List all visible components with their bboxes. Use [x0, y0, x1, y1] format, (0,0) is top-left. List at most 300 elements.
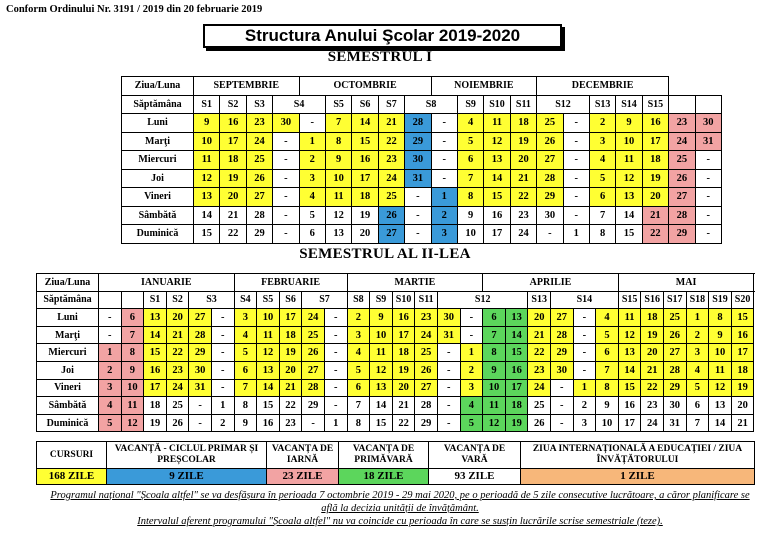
- legend-label: VACANȚĂ - CICLUL PRIMAR ȘI PREȘCOLAR: [107, 442, 267, 469]
- date-cell: 7: [457, 169, 483, 188]
- day-label: Miercuri: [37, 344, 99, 362]
- date-cell: -: [189, 414, 212, 432]
- date-cell: 13: [618, 344, 641, 362]
- date-cell: 20: [642, 188, 668, 207]
- date-cell: 21: [528, 326, 551, 344]
- date-cell: 26: [166, 414, 189, 432]
- date-cell: 1: [211, 397, 234, 415]
- date-cell: 30: [189, 361, 212, 379]
- date-cell: 29: [405, 132, 431, 151]
- date-cell: 30: [405, 151, 431, 170]
- date-cell: 11: [616, 151, 642, 170]
- date-cell: -: [437, 379, 460, 397]
- date-cell: 14: [616, 206, 642, 225]
- table-row: [37, 326, 754, 344]
- legend-value: 1 ZILE: [521, 469, 755, 485]
- date-cell: 7: [347, 397, 370, 415]
- date-cell: 4: [299, 188, 325, 207]
- date-cell: 17: [731, 344, 754, 362]
- date-cell: 24: [510, 225, 536, 244]
- week-header: S15: [642, 95, 668, 114]
- date-cell: 13: [194, 188, 220, 207]
- date-cell: 5: [460, 414, 483, 432]
- date-cell: 7: [589, 206, 615, 225]
- date-cell: 12: [709, 379, 732, 397]
- week-header: S3: [246, 95, 272, 114]
- date-cell: 26: [415, 361, 438, 379]
- day-label: Vineri: [122, 188, 194, 207]
- date-cell: 19: [220, 169, 246, 188]
- week-header: S2: [166, 291, 189, 309]
- date-cell: 20: [731, 397, 754, 415]
- date-cell: -: [573, 326, 596, 344]
- date-cell: 14: [505, 326, 528, 344]
- date-cell: 1: [99, 344, 122, 362]
- date-cell: 3: [686, 344, 709, 362]
- date-cell: 25: [378, 188, 404, 207]
- date-cell: 29: [302, 397, 325, 415]
- date-cell: 12: [325, 206, 351, 225]
- date-cell: 9: [616, 114, 642, 133]
- date-cell: 17: [352, 169, 378, 188]
- date-cell: 31: [189, 379, 212, 397]
- week-header: S5: [257, 291, 280, 309]
- date-cell: 17: [505, 379, 528, 397]
- date-cell: 5: [299, 206, 325, 225]
- week-header: S12: [437, 291, 527, 309]
- date-cell: 22: [378, 132, 404, 151]
- date-cell: 10: [596, 414, 619, 432]
- date-cell: 23: [510, 206, 536, 225]
- date-cell: 28: [663, 361, 686, 379]
- date-cell: 13: [709, 397, 732, 415]
- date-cell: 13: [616, 188, 642, 207]
- date-cell: 16: [220, 114, 246, 133]
- date-cell: -: [563, 188, 589, 207]
- date-cell: -: [189, 397, 212, 415]
- date-cell: 14: [370, 397, 393, 415]
- day-label: Luni: [37, 309, 99, 327]
- date-cell: 21: [220, 206, 246, 225]
- date-cell: 24: [246, 132, 272, 151]
- date-cell: 1: [460, 344, 483, 362]
- day-label: Sâmbătă: [37, 397, 99, 415]
- date-cell: 6: [686, 397, 709, 415]
- date-cell: 19: [641, 326, 664, 344]
- date-cell: 20: [220, 188, 246, 207]
- date-cell: 15: [144, 344, 167, 362]
- date-cell: 9: [457, 206, 483, 225]
- date-cell: 16: [484, 206, 510, 225]
- date-cell: 28: [246, 206, 272, 225]
- date-cell: 23: [528, 361, 551, 379]
- date-cell: 3: [431, 225, 457, 244]
- date-cell: 11: [483, 397, 506, 415]
- date-cell: 7: [234, 379, 257, 397]
- date-cell: -: [324, 397, 347, 415]
- month-header: DECEMBRIE: [537, 77, 669, 96]
- date-cell: 4: [457, 114, 483, 133]
- date-cell: 16: [731, 326, 754, 344]
- table-row: [37, 397, 754, 415]
- date-cell: -: [431, 169, 457, 188]
- day-label: Miercuri: [122, 151, 194, 170]
- month-header: SEPTEMBRIE: [194, 77, 300, 96]
- date-cell: 11: [257, 326, 280, 344]
- date-cell: 23: [669, 114, 695, 133]
- month-header: FEBRUARIE: [234, 274, 347, 292]
- date-cell: 25: [246, 151, 272, 170]
- semester-1-table: [121, 76, 722, 244]
- date-cell: 2: [589, 114, 615, 133]
- date-cell: 28: [405, 114, 431, 133]
- date-cell: 24: [669, 132, 695, 151]
- date-cell: 30: [537, 206, 563, 225]
- week-header: [121, 291, 144, 309]
- date-cell: 20: [510, 151, 536, 170]
- date-cell: -: [550, 379, 573, 397]
- date-cell: -: [695, 151, 721, 170]
- date-cell: -: [273, 188, 299, 207]
- date-cell: 16: [642, 114, 668, 133]
- date-cell: -: [273, 132, 299, 151]
- date-cell: 14: [194, 206, 220, 225]
- legend-value: 18 ZILE: [339, 469, 429, 485]
- date-cell: 29: [663, 379, 686, 397]
- date-cell: 10: [483, 379, 506, 397]
- date-cell: 16: [392, 309, 415, 327]
- semester-2-table: [36, 273, 754, 432]
- date-cell: 2: [299, 151, 325, 170]
- date-cell: 7: [121, 326, 144, 344]
- table-row: [122, 169, 722, 188]
- date-cell: 11: [618, 309, 641, 327]
- week-header: S10: [484, 95, 510, 114]
- date-cell: -: [211, 344, 234, 362]
- date-cell: 27: [302, 361, 325, 379]
- date-cell: -: [537, 225, 563, 244]
- date-cell: 6: [596, 344, 619, 362]
- date-cell: 1: [431, 188, 457, 207]
- date-cell: 21: [378, 114, 404, 133]
- week-header: S1: [194, 95, 220, 114]
- week-header: S14: [616, 95, 642, 114]
- date-cell: 28: [669, 206, 695, 225]
- month-header: IANUARIE: [99, 274, 235, 292]
- date-cell: 20: [279, 361, 302, 379]
- date-cell: 13: [484, 151, 510, 170]
- legend-value: 168 ZILE: [37, 469, 107, 485]
- date-cell: 10: [194, 132, 220, 151]
- date-cell: -: [563, 206, 589, 225]
- day-label: Duminică: [37, 414, 99, 432]
- date-cell: 10: [709, 344, 732, 362]
- date-cell: 4: [686, 361, 709, 379]
- week-header: S3: [189, 291, 234, 309]
- date-cell: 2: [347, 309, 370, 327]
- date-cell: 14: [709, 414, 732, 432]
- table-row: [122, 188, 722, 207]
- date-cell: 5: [99, 414, 122, 432]
- table-row: [37, 344, 754, 362]
- date-cell: 29: [246, 225, 272, 244]
- date-cell: 29: [537, 188, 563, 207]
- date-cell: 4: [589, 151, 615, 170]
- date-cell: 21: [642, 206, 668, 225]
- date-cell: -: [324, 326, 347, 344]
- week-header: [99, 291, 122, 309]
- date-cell: 30: [550, 361, 573, 379]
- date-cell: 18: [279, 326, 302, 344]
- month-header: MARTIE: [347, 274, 483, 292]
- date-cell: 24: [302, 309, 325, 327]
- date-cell: 29: [669, 225, 695, 244]
- date-cell: 13: [257, 361, 280, 379]
- date-cell: -: [299, 114, 325, 133]
- date-cell: 8: [234, 397, 257, 415]
- date-cell: -: [273, 225, 299, 244]
- semester-2-title: SEMESTRUL AL II-LEA: [299, 246, 471, 262]
- table-row: [37, 309, 754, 327]
- date-cell: 9: [596, 397, 619, 415]
- date-cell: 28: [415, 397, 438, 415]
- week-header: S13: [528, 291, 551, 309]
- date-cell: 19: [642, 169, 668, 188]
- week-header: S8: [405, 95, 458, 114]
- date-cell: 19: [352, 206, 378, 225]
- date-cell: 10: [457, 225, 483, 244]
- date-cell: 24: [166, 379, 189, 397]
- date-cell: 16: [352, 151, 378, 170]
- date-cell: 25: [663, 309, 686, 327]
- date-cell: 11: [370, 344, 393, 362]
- date-cell: 26: [537, 132, 563, 151]
- date-cell: 17: [484, 225, 510, 244]
- date-cell: 10: [325, 169, 351, 188]
- week-header: S19: [709, 291, 732, 309]
- date-cell: 19: [144, 414, 167, 432]
- date-cell: 13: [144, 309, 167, 327]
- date-cell: 28: [537, 169, 563, 188]
- date-cell: 15: [618, 379, 641, 397]
- date-cell: 6: [234, 361, 257, 379]
- date-cell: 25: [302, 326, 325, 344]
- legend-table: [36, 441, 755, 485]
- date-cell: -: [211, 361, 234, 379]
- page-title: Structura Anului Şcolar 2019-2020: [203, 24, 562, 48]
- date-cell: -: [431, 114, 457, 133]
- date-cell: -: [573, 309, 596, 327]
- date-cell: 30: [663, 397, 686, 415]
- date-cell: 7: [483, 326, 506, 344]
- date-cell: 7: [325, 114, 351, 133]
- date-cell: 13: [505, 309, 528, 327]
- weeks-label: Săptămâna: [37, 291, 99, 309]
- week-header: S9: [370, 291, 393, 309]
- date-cell: 18: [510, 114, 536, 133]
- date-cell: -: [273, 151, 299, 170]
- date-cell: -: [550, 397, 573, 415]
- week-header: S6: [279, 291, 302, 309]
- date-cell: 18: [392, 344, 415, 362]
- date-cell: 21: [166, 326, 189, 344]
- date-cell: 22: [510, 188, 536, 207]
- date-cell: 25: [415, 344, 438, 362]
- date-cell: 6: [483, 309, 506, 327]
- week-header: S11: [510, 95, 536, 114]
- date-cell: -: [324, 379, 347, 397]
- date-cell: 22: [279, 397, 302, 415]
- table-row: [122, 225, 722, 244]
- date-cell: -: [573, 344, 596, 362]
- date-cell: 8: [121, 344, 144, 362]
- date-cell: 8: [709, 309, 732, 327]
- date-cell: 16: [505, 361, 528, 379]
- date-cell: -: [563, 132, 589, 151]
- date-cell: -: [437, 414, 460, 432]
- date-cell: -: [431, 151, 457, 170]
- date-cell: 30: [437, 309, 460, 327]
- date-cell: 4: [596, 309, 619, 327]
- day-label: Joi: [37, 361, 99, 379]
- date-cell: 5: [234, 344, 257, 362]
- date-cell: -: [211, 379, 234, 397]
- date-cell: -: [99, 326, 122, 344]
- date-cell: -: [431, 132, 457, 151]
- table-row: [122, 206, 722, 225]
- date-cell: 14: [257, 379, 280, 397]
- date-cell: 14: [352, 114, 378, 133]
- legend-label: VACANȚA DE VARĂ: [429, 442, 521, 469]
- date-cell: 23: [641, 397, 664, 415]
- date-cell: 11: [484, 114, 510, 133]
- date-cell: 22: [641, 379, 664, 397]
- date-cell: 12: [618, 326, 641, 344]
- date-cell: 19: [510, 132, 536, 151]
- date-cell: 27: [663, 344, 686, 362]
- week-header: S7: [378, 95, 404, 114]
- date-cell: 9: [121, 361, 144, 379]
- date-cell: -: [437, 361, 460, 379]
- date-cell: 5: [596, 326, 619, 344]
- date-cell: 19: [279, 344, 302, 362]
- date-cell: 15: [352, 132, 378, 151]
- date-cell: 9: [370, 309, 393, 327]
- date-cell: 20: [641, 344, 664, 362]
- date-cell: -: [405, 206, 431, 225]
- date-cell: 18: [352, 188, 378, 207]
- date-cell: 15: [616, 225, 642, 244]
- date-cell: 6: [299, 225, 325, 244]
- date-cell: 6: [457, 151, 483, 170]
- date-cell: 6: [589, 188, 615, 207]
- date-cell: 9: [234, 414, 257, 432]
- date-cell: 23: [378, 151, 404, 170]
- date-cell: 1: [563, 225, 589, 244]
- date-cell: 12: [257, 344, 280, 362]
- table-row: [37, 361, 754, 379]
- legend-value: 93 ZILE: [429, 469, 521, 485]
- week-header: S13: [589, 95, 615, 114]
- day-label: Luni: [122, 114, 194, 133]
- day-label: Sâmbătă: [122, 206, 194, 225]
- date-cell: 10: [121, 379, 144, 397]
- date-cell: 22: [392, 414, 415, 432]
- semester-1-title: SEMESTRUL I: [327, 49, 433, 65]
- date-cell: 2: [431, 206, 457, 225]
- date-cell: 31: [405, 169, 431, 188]
- date-cell: 12: [370, 361, 393, 379]
- date-cell: 15: [484, 188, 510, 207]
- date-cell: 14: [484, 169, 510, 188]
- date-cell: 17: [392, 326, 415, 344]
- order-reference: Conform Ordinului Nr. 3191 / 2019 din 20 februarie 2019: [6, 4, 263, 15]
- date-cell: -: [211, 309, 234, 327]
- date-cell: -: [405, 188, 431, 207]
- week-header: S14: [550, 291, 618, 309]
- note-2: Intervalul aferent programului "Școala altfel" nu va coincide cu perioada în care se susțin lucrările scrise semestriale (teze).: [137, 516, 663, 527]
- date-cell: 25: [669, 151, 695, 170]
- week-header: S9: [457, 95, 483, 114]
- date-cell: 18: [642, 151, 668, 170]
- date-cell: 26: [302, 344, 325, 362]
- date-cell: 27: [415, 379, 438, 397]
- date-cell: -: [273, 169, 299, 188]
- date-cell: 23: [279, 414, 302, 432]
- date-cell: 2: [99, 361, 122, 379]
- legend-label: CURSURI: [37, 442, 107, 469]
- week-header: S2: [220, 95, 246, 114]
- legend-label: VACANȚA DE PRIMĂVARĂ: [339, 442, 429, 469]
- date-cell: 25: [528, 397, 551, 415]
- date-cell: 13: [370, 379, 393, 397]
- date-cell: -: [460, 326, 483, 344]
- date-cell: 9: [483, 361, 506, 379]
- date-cell: 23: [246, 114, 272, 133]
- date-cell: 5: [347, 361, 370, 379]
- date-cell: 3: [99, 379, 122, 397]
- legend-label: VACANȚA DE IARNĂ: [267, 442, 339, 469]
- date-cell: -: [437, 397, 460, 415]
- week-header: S4: [234, 291, 257, 309]
- date-cell: 3: [347, 326, 370, 344]
- date-cell: 10: [616, 132, 642, 151]
- date-cell: 31: [695, 132, 721, 151]
- date-cell: 29: [189, 344, 212, 362]
- date-cell: 18: [731, 361, 754, 379]
- date-cell: 23: [415, 309, 438, 327]
- month-header: APRILIE: [483, 274, 619, 292]
- date-cell: 21: [279, 379, 302, 397]
- date-cell: 12: [616, 169, 642, 188]
- date-cell: 8: [325, 132, 351, 151]
- date-cell: 1: [324, 414, 347, 432]
- date-cell: 12: [194, 169, 220, 188]
- date-cell: 3: [573, 414, 596, 432]
- date-cell: 15: [257, 397, 280, 415]
- week-header: S6: [352, 95, 378, 114]
- date-cell: 13: [325, 225, 351, 244]
- date-cell: 27: [550, 309, 573, 327]
- date-cell: 5: [589, 169, 615, 188]
- date-cell: -: [437, 344, 460, 362]
- week-header: S7: [302, 291, 347, 309]
- date-cell: 27: [537, 151, 563, 170]
- date-cell: 6: [347, 379, 370, 397]
- date-cell: 24: [528, 379, 551, 397]
- week-header: S18: [686, 291, 709, 309]
- week-header: S16: [641, 291, 664, 309]
